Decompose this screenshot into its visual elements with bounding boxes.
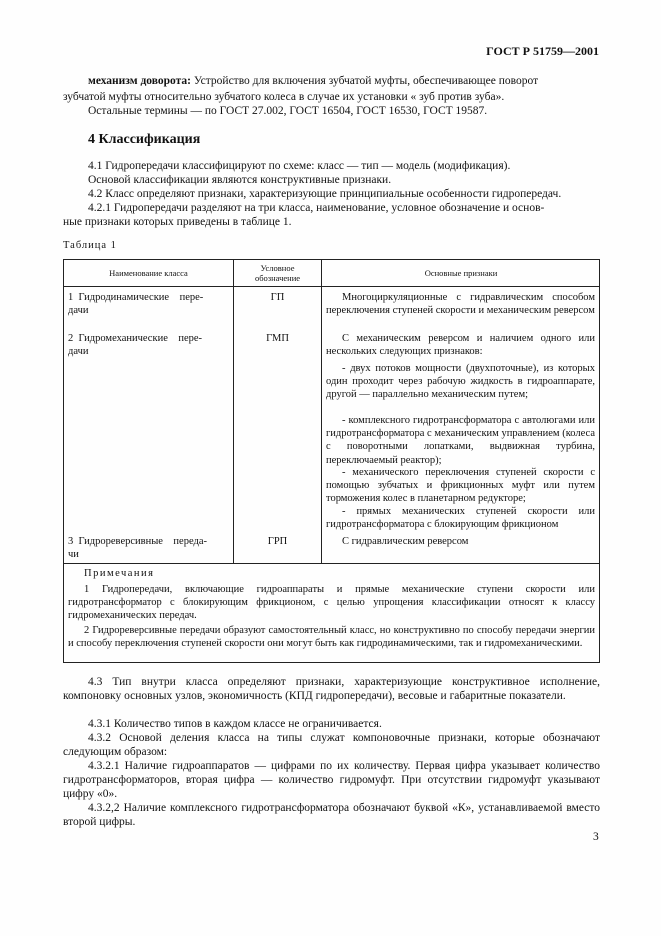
row2-name-line2: дачи — [68, 346, 89, 357]
section-title: 4 Классификация — [88, 132, 201, 147]
row1-features: Многоциркуляционные с гидравлическим способом переключения ступеней скорости и механическим реверсом — [326, 292, 595, 317]
term-name: механизм доворота: — [88, 75, 192, 87]
paragraph-4-2-1-line1: 4.2.1 Гидропередачи разделяют на три класса, наименование, условное обозначение и основ- — [88, 202, 545, 214]
row3-name-line1: 3 Гидрореверсивные переда- — [68, 536, 207, 547]
row3-features: С гидравлическим реверсом — [342, 536, 469, 547]
paragraph-4-3-2: 4.3.2 Основой деления класса на типы служат компоновочные признаки, которые обозначают следующим образом: — [63, 732, 600, 758]
row3-code: ГРП — [267, 536, 288, 547]
row2-sub-1: - двух потоков мощности (двухпоточные), из которых один проходит через рабочую жидкость в гидроаппарате, другой — параллельно механическим путем; — [326, 363, 595, 401]
paragraph-4-2: 4.2 Класс определяют признаки, характеризующие принципиальные особенности гидропередач. — [88, 188, 562, 200]
paragraph-4-3-2-2: 4.3.2,2 Наличие комплексного гидротрансформатора обозначают буквой «К», устанавливаемой вместо второй цифры. — [63, 802, 600, 828]
row2-features: С механическим реверсом и наличием одного или нескольких следующих признаков: — [326, 333, 595, 358]
header-designation-line1: Условное — [260, 263, 295, 273]
row1-code: ГП — [270, 292, 285, 303]
paragraph-4-2-1-line2: ные признаки которых приведены в таблице 1. — [63, 216, 292, 228]
row1-name-line2: дачи — [68, 305, 89, 316]
note-2: 2 Гидрореверсивные передачи образуют самостоятельный класс, но конструктивно по способу передачи энергии и способу переключения ступеней скорости они могут быть как гидродинамическими, так и гидромеханическими. — [68, 625, 595, 650]
term-definition-text: Устройство для включения зубчатой муфты, обеспечивающее поворот — [191, 75, 539, 87]
standard-header: ГОСТ Р 51759—2001 — [486, 44, 599, 58]
paragraph-4-1b: Основой классификации являются конструктивные признаки. — [88, 174, 392, 186]
classification-table — [63, 259, 600, 663]
row2-sub-4: - прямых механических ступеней скорости или гидротрансформатора с блокирующим фрикционом — [326, 506, 595, 531]
row1-name-line1: 1 Гидродинамические пере- — [68, 292, 204, 303]
note-1: 1 Гидропередачи, включающие гидроаппараты и прямые механические ступени скорости или гидротрансформатор с блокирующим фрикционом, с целью упрощения классификации относят к классу гидромеханических передач. — [68, 584, 595, 622]
paragraph-4-3: 4.3 Тип внутри класса определяют признаки, характеризующие конструктивное исполнение, компоновку основных узлов, экономичность (КПД гидропередачи), весовые и габаритные показатели. — [63, 676, 600, 702]
row2-code: ГМП — [266, 333, 289, 344]
table-caption: Таблица 1 — [63, 240, 117, 251]
header-designation-line2: обозначение — [254, 273, 301, 283]
paragraph-4-1: 4.1 Гидропередачи классифицируют по схеме: класс — тип — модель (модификация). — [88, 160, 511, 172]
notes-title: Примечания — [84, 568, 155, 579]
row2-name-line1: 2 Гидромеханические пере- — [68, 333, 203, 344]
term-definition-line1 — [88, 74, 600, 88]
page-number: 3 — [593, 831, 599, 843]
paragraph-4-3-2-1: 4.3.2.1 Наличие гидроаппаратов — цифрами по их количеству. Первая цифра указывает количество гидротрансформаторов, вторая цифра — количество гидромуфт. При отсутствии гидромуфт указывают цифру «0». — [63, 760, 600, 800]
row2-sub-3: - механического переключения ступеней скорости с помощью зубчатых и фрикционных муфт или путем торможения колес в планетарном редукторе; — [326, 467, 595, 505]
other-terms: Остальные термины — по ГОСТ 27.002, ГОСТ 16504, ГОСТ 16530, ГОСТ 19587. — [88, 105, 488, 117]
row2-sub-2: - комплексного гидротрансформатора с автолюгами или гидротрансформатора с механическим управлением (колеса с поворотными лопатками, выдвижная турбина, переключаемый реактор); — [326, 415, 595, 466]
header-class-name: Наименование класса — [109, 268, 188, 278]
row3-name-line2: чи — [68, 549, 79, 560]
paragraph-4-3-1: 4.3.1 Количество типов в каждом классе не ограничивается. — [88, 718, 382, 730]
header-features: Основные признаки — [424, 268, 498, 278]
term-definition-line2: зубчатой муфты относительно зубчатого колеса в случае их установки « зуб против зуба». — [63, 91, 505, 103]
